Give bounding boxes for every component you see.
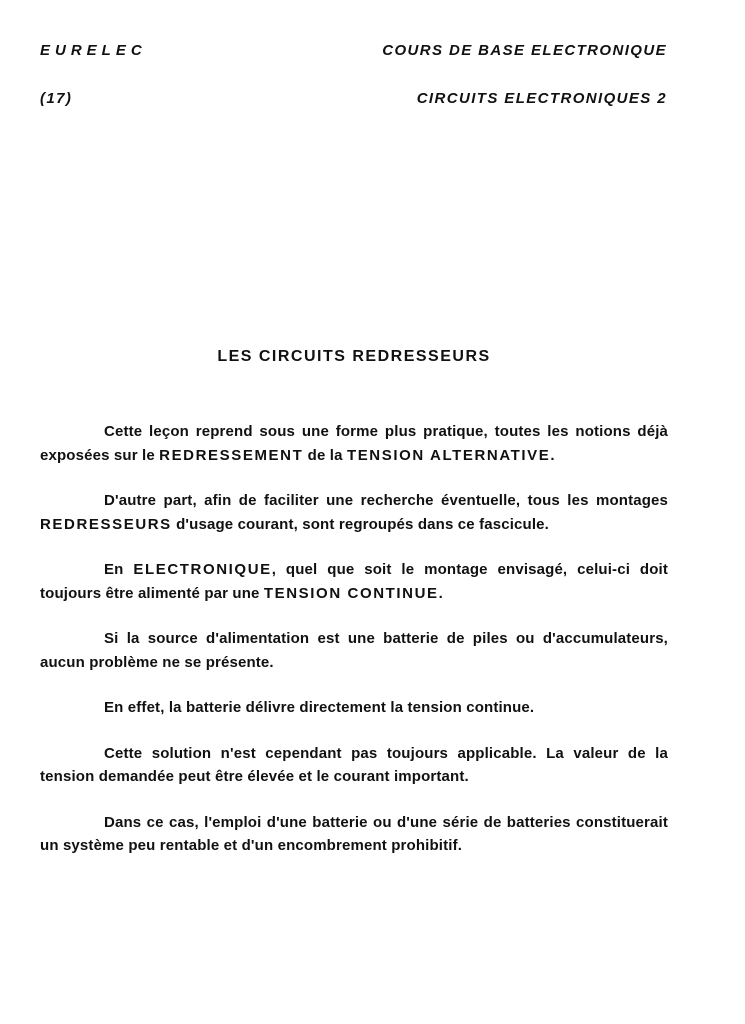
paragraph: Cette solution n'est cependant pas toujours applicable. La valeur de la tension demandée peut être élevée et le courant important. [40, 744, 668, 785]
paragraph: En effet, la batterie délivre directement la tension continue. [104, 699, 535, 716]
paragraph [40, 420, 668, 467]
text-run: d'usage courant, sont regroupés dans ce fascicule. [171, 515, 549, 533]
text-run: de la [303, 446, 347, 464]
text-run: . [438, 584, 443, 602]
emphasis-term: TENSION CONTINUE [263, 584, 439, 602]
emphasis-term: ELECTRONIQUE [133, 561, 272, 578]
emphasis-term: REDRESSEMENT [159, 446, 304, 464]
page-title: LES CIRCUITS REDRESSEURS [217, 348, 491, 365]
page-number: (17) [40, 90, 73, 107]
paragraph [40, 558, 668, 605]
text-run: D'autre part, afin de faciliter une recherche éventuelle, tous les montages [104, 492, 668, 509]
paragraph: Si la source d'alimentation est une batterie de piles ou d'accumulateurs, aucun problème ne se présente. [40, 630, 668, 671]
paragraph: Dans ce cas, l'emploi d'une batterie ou d'une série de batteries constituerait un système peu rentable et d'un encombrement prohibitif. [40, 813, 668, 854]
header-module-title: CIRCUITS ELECTRONIQUES 2 [416, 90, 667, 107]
text-run: Cette leçon reprend sous une forme plus pratique, toutes les notions déjà exposées sur le [40, 423, 668, 464]
text-run: En [104, 561, 134, 578]
body-text [40, 420, 668, 880]
emphasis-term: REDRESSEURS [40, 515, 172, 533]
header-brand: EURELEC [40, 42, 147, 59]
emphasis-term: TENSION ALTERNATIVE [346, 446, 551, 464]
paragraph [40, 489, 668, 536]
text-run: , quel que soit le montage envisagé, celui-ci doit toujours être alimenté par une [40, 561, 668, 602]
text-run: . [550, 446, 555, 464]
header-course-title: COURS DE BASE ELECTRONIQUE [382, 42, 667, 59]
